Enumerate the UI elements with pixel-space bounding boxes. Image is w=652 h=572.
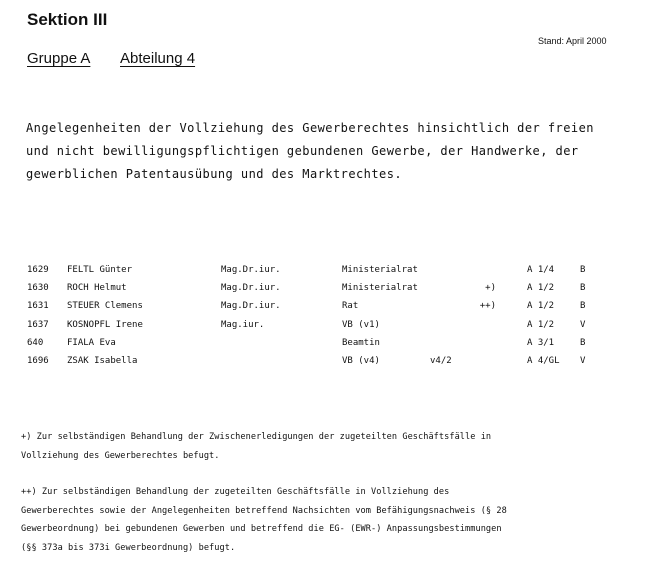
staff-grade: A 1/2 <box>527 319 555 330</box>
staff-name: ROCH Helmut <box>67 283 127 294</box>
staff-position: Ministerialrat <box>342 283 418 294</box>
staff-grade: A 1/2 <box>527 301 555 312</box>
staff-id: 1631 <box>27 301 49 312</box>
staff-category: V <box>580 355 586 366</box>
staff-extra: v4/2 <box>430 355 452 366</box>
footnote-single-plus <box>21 428 631 465</box>
staff-degree: Mag.Dr.iur. <box>221 301 281 312</box>
intro-paragraph <box>26 117 636 186</box>
intro-line: und nicht bewilligungspflichtigen gebundenen Gewerbe, der Handwerke, der <box>26 144 579 158</box>
staff-category: B <box>580 265 586 275</box>
staff-position: Rat <box>342 301 359 312</box>
staff-name: FELTL Günter <box>67 265 133 275</box>
staff-id: 1630 <box>27 283 49 294</box>
intro-line: Angelegenheiten der Vollziehung des Gewerberechtes hinsichtlich der freien <box>26 121 594 135</box>
staff-row <box>0 338 652 356</box>
staff-position: VB (v1) <box>342 319 380 330</box>
footnote-line: Vollziehung des Gewerberechtes befugt. <box>21 450 220 461</box>
staff-id: 1629 <box>27 265 49 275</box>
staff-degree: Mag.Dr.iur. <box>221 283 281 294</box>
staff-row <box>0 320 652 338</box>
footnote-line: (§§ 373a bis 373i Gewerbeordnung) befugt. <box>21 542 236 553</box>
staff-grade: A 1/2 <box>527 283 555 294</box>
footnote-double-plus <box>21 483 631 557</box>
staff-name: ZSAK Isabella <box>67 355 138 366</box>
staff-authority-mark: ++) <box>479 301 496 312</box>
stand-date: Stand: April 2000 <box>538 36 607 46</box>
staff-grade: A 1/4 <box>527 265 555 275</box>
department-heading: Abteilung 4 <box>120 50 196 67</box>
staff-category: B <box>580 283 586 294</box>
intro-line: gewerblichen Patentausübung und des Marktrechtes. <box>26 167 403 181</box>
footnote-line: Gewerbeordnung) bei gebundenen Gewerben und betreffend die EG- (EWR-) Anpassungsbestimmungen <box>21 524 502 534</box>
staff-row <box>0 356 652 374</box>
staff-table <box>0 265 652 374</box>
staff-category: B <box>580 301 586 312</box>
staff-category: V <box>580 319 586 330</box>
staff-name: KOSNOPFL Irene <box>67 319 143 330</box>
staff-id: 640 <box>27 337 44 348</box>
staff-grade: A 4/GL <box>527 355 560 366</box>
staff-degree: Mag.iur. <box>221 319 265 330</box>
section-title: Sektion III <box>27 10 108 29</box>
staff-id: 1696 <box>27 355 49 366</box>
staff-category: B <box>580 337 586 348</box>
footnote-line: +) Zur selbständigen Behandlung der Zwischenerledigungen der zugeteilten Geschäftsfälle in <box>21 432 492 442</box>
staff-row <box>0 265 652 283</box>
staff-grade: A 3/1 <box>527 337 555 348</box>
footnote-line: ++) Zur selbständigen Behandlung der zugeteilten Geschäftsfälle in Vollziehung des <box>21 487 450 497</box>
staff-position: Beamtin <box>342 337 380 348</box>
staff-id: 1637 <box>27 319 49 330</box>
staff-position: Ministerialrat <box>342 265 418 275</box>
staff-row <box>0 301 652 319</box>
staff-name: FIALA Eva <box>67 337 116 348</box>
staff-name: STEUER Clemens <box>67 301 143 312</box>
footnote-line: Gewerberechtes sowie der Angelegenheiten betreffend Nachsichten vom Befähigungsnachweis (§ 28 <box>21 505 507 516</box>
group-heading: Gruppe A <box>27 50 91 67</box>
staff-authority-mark: +) <box>485 283 496 294</box>
staff-position: VB (v4) <box>342 355 380 366</box>
staff-degree: Mag.Dr.iur. <box>221 265 281 275</box>
staff-row <box>0 283 652 301</box>
